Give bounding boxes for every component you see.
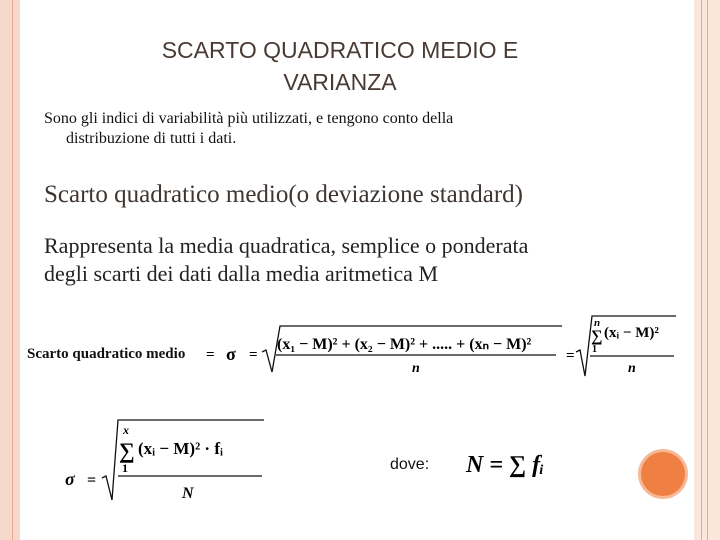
sum-lower-1: 1 — [592, 344, 597, 355]
formula-1-equals-3: = — [566, 348, 575, 364]
sum-symbol-1: ∑ — [591, 328, 603, 345]
dove-label: dove: — [390, 456, 430, 473]
title-line-2: VARIANZA — [283, 69, 397, 95]
sum-upper-x: x — [123, 423, 129, 437]
sum-term: (xᵢ − M)² — [604, 325, 659, 341]
formula-2-equals: = — [87, 472, 97, 489]
decorative-circle — [641, 452, 685, 496]
denominator-n: n — [412, 361, 420, 376]
section-heading: Scarto quadratico medio(o deviazione standard) — [44, 181, 523, 208]
sum-symbol-2: ∑ — [119, 438, 135, 463]
intro-line-2: distribuzione di tutti i dati. — [66, 130, 237, 147]
formula-2-sigma: σ — [65, 469, 75, 489]
formula-1-sigma: σ — [226, 344, 236, 364]
sum-upper-n: n — [594, 317, 601, 329]
formula-1-label: Scarto quadratico medio — [27, 346, 186, 362]
body-line-2: degli scarti dei dati dalla media aritmetica M — [44, 261, 439, 286]
N-formula — [460, 444, 580, 484]
body-line-1: Rappresenta la media quadratica, semplice o ponderata — [44, 233, 529, 258]
formula-1-equals-2: = — [249, 347, 258, 363]
sum-lower-1b: 1 — [122, 461, 128, 475]
formula-1-equals: = — [206, 347, 215, 363]
N-formula-text: N = ∑ fᵢ — [466, 452, 545, 478]
denominator-n-2: n — [628, 361, 636, 376]
numerator: (x₁ − M)² + (x₂ − M)² + ..... + (xₙ − M)² — [277, 336, 532, 353]
title-line-1: SCARTO QUADRATICO MEDIO E — [161, 37, 519, 63]
intro-line-1: Sono gli indici di variabilità più utilizzati, e tengono conto della — [44, 110, 454, 127]
weighted-term: (xᵢ − M)² · fᵢ — [138, 439, 224, 458]
denominator-N: N — [182, 485, 194, 502]
